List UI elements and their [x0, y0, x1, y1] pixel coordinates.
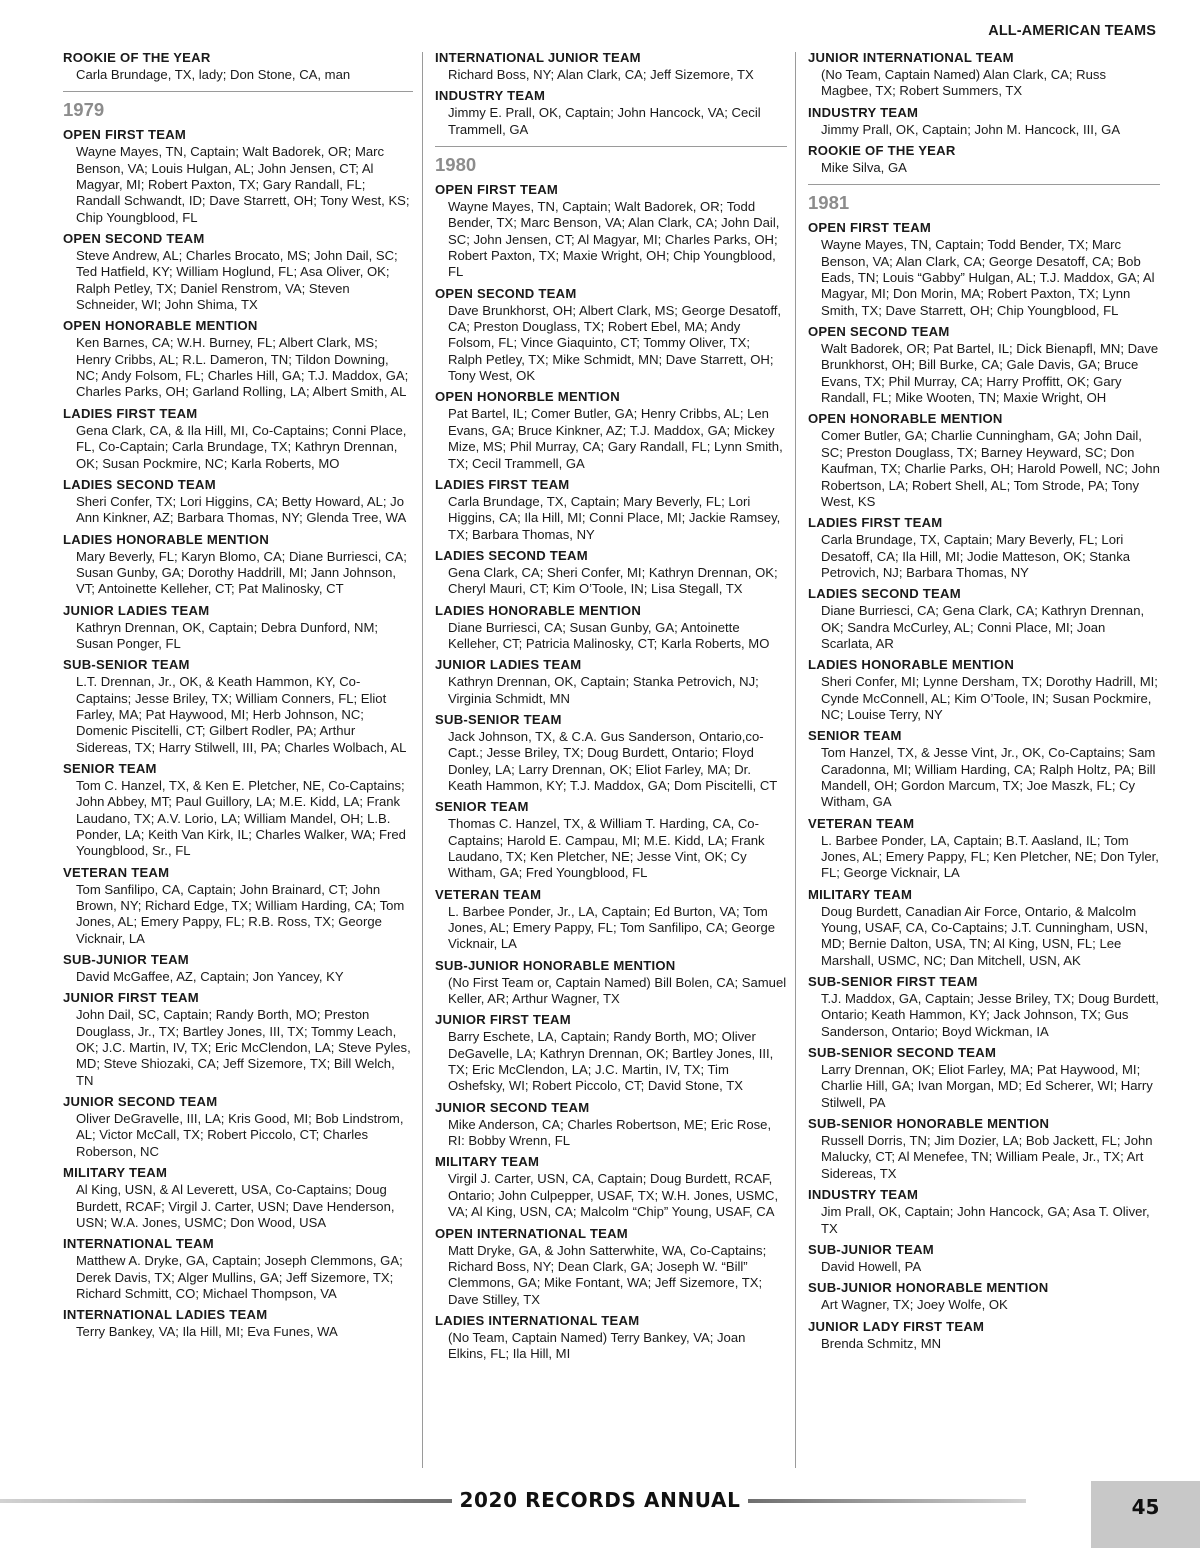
team-title: JUNIOR LADIES TEAM [435, 657, 582, 673]
column-1 [63, 50, 413, 1468]
team-section [808, 1187, 1160, 1237]
team-title: LADIES FIRST TEAM [63, 405, 198, 421]
team-section [63, 952, 413, 985]
team-title: JUNIOR LADY FIRST TEAM [808, 1318, 985, 1334]
team-title: JUNIOR FIRST TEAM [63, 990, 199, 1006]
team-section [63, 865, 413, 947]
year-heading: 1980 [435, 146, 787, 176]
team-members: (No Team, Captain Named) Alan Clark, CA; Russ Magbee, TX; Robert Summers, TX [821, 67, 1107, 99]
team-section [435, 712, 787, 794]
team-section [63, 1165, 413, 1231]
team-members: David McGaffee, AZ, Captain; Jon Yancey, KY [76, 969, 344, 985]
team-members: Carla Brundage, TX, Captain; Mary Beverly, FL; Lori Desatoff, CA; Ila Hill, MI; Jodie Matteson, OK; Stanka Petrovich, NJ; Barbara Thomas, NY [821, 532, 1131, 580]
team-members: Steve Andrew, AL; Charles Brocato, MS; John Dail, SC; Ted Hatfield, KY; William Hoglund, FL; Asa Oliver, OK; Ralph Petley, TX; Daniel Renstrom, VA; Steven Schneider, WI; John Shima, TX [76, 248, 398, 313]
team-members: Diane Burriesci, CA; Gena Clark, CA; Kathryn Drennan, OK; Sandra McCurley, AL; Conni Place, MI; Joan Scarlata, AR [821, 603, 1145, 651]
team-members: Walt Badorek, OR; Pat Bartel, IL; Dick Bienapfl, MN; Dave Brunkhorst, OH; Bill Burke, CA; Gale Davis, GA; Bruce Evans, TX; Phil Murray, CA; Harry Proffitt, OK; Gary Randall, FL; Mike Wooten, TN; Maxie Wright, OH [821, 341, 1159, 406]
team-section [435, 286, 787, 385]
footer-rule-left [0, 1499, 452, 1503]
year-heading: 1981 [808, 184, 1160, 214]
team-section [808, 728, 1160, 810]
team-title: SENIOR TEAM [435, 799, 529, 815]
team-members: Wayne Mayes, TN, Captain; Todd Bender, TX; Marc Benson, VA; Alan Clark, CA; George Desatoff, CA; Bob Eads, TN; Louis “Gabby” Hulgan, AL; T.J. Maddox, GA; Al Magyar, MI; Don Morin, MA; Robert Paxton, TX; Lynn Smith, TX; Dave Starrett, OH; Chip Youngblood, FL [821, 237, 1155, 318]
team-title: SUB-SENIOR SECOND TEAM [808, 1045, 997, 1061]
team-members: (No Team, Captain Named) Terry Bankey, VA; Joan Elkins, FL; Ila Hill, MI [448, 1329, 746, 1362]
team-title: OPEN HONORABLE MENTION [63, 318, 258, 334]
team-members: T.J. Maddox, GA, Captain; Jesse Briley, TX; Doug Burdett, Ontario; Keath Hammon, KY; Jack Johnson, TX; Gus Sanderson, Ontario; Boyd Wickman, IA [821, 991, 1159, 1039]
team-title: LADIES HONORABLE MENTION [808, 657, 1015, 673]
team-section [808, 816, 1160, 882]
team-members: Kathryn Drennan, OK, Captain; Debra Dunford, NM; Susan Ponger, FL [76, 619, 379, 651]
team-title: SENIOR TEAM [808, 728, 902, 744]
team-members: Dave Brunkhorst, OH; Albert Clark, MS; George Desatoff, CA; Preston Douglass, TX; Robert Ebel, MA; Andy Folsom, FL; Vince Giaquinto, CT; Tommy Oliver, TX; Ralph Petley, TX; Mike Schmidt, MN; Dave Starrett, OH; Tony West, OK [448, 302, 782, 384]
team-members: Pat Bartel, IL; Comer Butler, GA; Henry Cribbs, AL; Len Evans, GA; Bruce Kinkner, AZ; T.J. Maddox, GA; Mickey Mize, MS; Phil Murray, CA; Gary Randall, FL; Lynn Smith, TX; Cecil Trammell, GA [448, 406, 783, 471]
team-members: Wayne Mayes, TN, Captain; Walt Badorek, OR; Todd Bender, TX; Marc Benson, VA; Alan Clark, CA; John Dail, SC; John Jensen, CT; Al Magyar, MI; Charles Parks, OH; Robert Paxton, TX; Maxie Wright, OH; Chip Youngblood, FL [448, 199, 780, 280]
team-members: L. Barbee Ponder, Jr., LA, Captain; Ed Burton, VA; Tom Jones, AL; Emery Pappy, FL; Tom Sanfilipo, CA; George Vicknair, LA [448, 903, 776, 952]
team-section [808, 1242, 1160, 1275]
team-section [63, 231, 413, 313]
team-members: Art Wagner, TX; Joey Wolfe, OK [821, 1297, 1008, 1313]
team-section [435, 657, 787, 707]
team-section [808, 220, 1160, 319]
team-members: Jimmy E. Prall, OK, Captain; John Hancock, VA; Cecil Trammell, GA [448, 105, 761, 137]
team-title: JUNIOR SECOND TEAM [435, 1099, 590, 1115]
team-title: LADIES SECOND TEAM [435, 547, 588, 563]
team-members: Tom Hanzel, TX, & Jesse Vint, Jr., OK, Co-Captains; Sam Caradonna, MI; William Harding, CA; Ralph Holtz, PA; Bill Mandell, OH; Gordon Marcum, TX; Joe Maszk, FL; Cy Witham, GA [821, 745, 1156, 810]
team-title: JUNIOR SECOND TEAM [63, 1094, 218, 1110]
team-members: Kathryn Drennan, OK, Captain; Stanka Petrovich, NJ; Virginia Schmidt, MN [448, 674, 759, 706]
team-members: Virgil J. Carter, USN, CA, Captain; Doug Burdett, RCAF, Ontario; John Culpepper, USAF, TX; W.H. Jones, USMC, VA; Al King, USN, CA; Malcolm “Chip” Young, USAF, CA [448, 1171, 779, 1220]
team-section [808, 1045, 1160, 1111]
team-members: Gena Clark, CA; Sheri Confer, MI; Kathryn Drennan, OK; Cheryl Mauri, CT; Kim O’Toole, IN; Lisa Stegall, TX [448, 564, 778, 597]
column-divider [422, 52, 423, 1468]
team-title: OPEN FIRST TEAM [63, 127, 187, 143]
team-section [435, 1100, 787, 1150]
team-title: LADIES FIRST TEAM [808, 515, 943, 531]
team-title: INTERNATIONAL JUNIOR TEAM [435, 50, 641, 65]
team-section [63, 1094, 413, 1160]
team-title: SENIOR TEAM [63, 760, 157, 776]
team-title: JUNIOR INTERNATIONAL TEAM [808, 50, 1014, 65]
team-members: Doug Burdett, Canadian Air Force, Ontario, & Malcolm Young, USAF, CA, Co-Captains; J.T. Cunningham, USN, MD; Bernie Dalton, USA, TN; Al King, USN, FL; Lee Marshall, USMC, NC; Dan Mitchell, USN, AK [821, 903, 1149, 968]
team-section [808, 1280, 1160, 1313]
team-members: Comer Butler, GA; Charlie Cunningham, GA; John Dail, SC; Preston Douglass, TX; Barney Heyward, SC; Don Kaufman, TX; Charlie Parks, OH; Harold Powell, NC; John Robertson, LA; Robert Shell, AL; Tom Strode, PA; Tony West, KS [821, 428, 1160, 509]
team-section [63, 990, 413, 1089]
team-title: OPEN HONORBLE MENTION [435, 389, 620, 405]
page-number: 45 [1131, 1495, 1160, 1519]
team-title: ROOKIE OF THE YEAR [63, 50, 211, 65]
team-members: Jim Prall, OK, Captain; John Hancock, GA; Asa T. Oliver, TX [821, 1204, 1150, 1236]
team-section [63, 50, 413, 83]
team-section [808, 1116, 1160, 1182]
team-title: SUB-JUNIOR TEAM [63, 952, 189, 968]
team-members: Richard Boss, NY; Alan Clark, CA; Jeff Sizemore, TX [448, 67, 754, 82]
team-title: SUB-JUNIOR HONORABLE MENTION [435, 957, 676, 973]
team-members: Oliver DeGravelle, III, LA; Kris Good, MI; Bob Lindstrom, AL; Victor McCall, TX; Robert Piccolo, CT; Charles Roberson, NC [76, 1111, 404, 1159]
team-members: Ken Barnes, CA; W.H. Burney, FL; Albert Clark, MS; Henry Cribbs, AL; R.L. Dameron, TN; Tildon Downing, NC; Andy Folsom, FL; Charles Hill, GA; T.J. Maddox, GA; Charles Parks, OH; Garland Rolling, LA; Albert Smith, AL [76, 335, 409, 400]
team-title: JUNIOR FIRST TEAM [435, 1012, 571, 1028]
team-members: Matt Dryke, GA, & John Satterwhite, WA, Co-Captains; Richard Boss, NY; Dean Clark, GA; Joseph W. “Bill” Clemmons, GA; Mike Fontant, WA; Jeff Sizemore, TX; Dave Stilley, TX [448, 1242, 767, 1307]
team-members: L.T. Drennan, Jr., OK, & Keath Hammon, KY, Co-Captains; Jesse Briley, TX; William Conners, FL; Eliot Farley, MA; Pat Haywood, MI; Herb Johnson, NC; Domenic Piscitelli, CT; Gilbert Rodler, PA; Arthur Sidereas, TX; Harry Stilwell, III, PA; Charles Wolbach, AL [76, 674, 407, 755]
team-section [435, 958, 787, 1008]
team-members: Thomas C. Hanzel, TX, & William T. Harding, CA, Co-Captains; Harold E. Campau, MI; M.E. Kidd, LA; Frank Laudano, TX; Ken Pletcher, NE; Jesse Vint, OK; Cy Witham, GA; Fred Youngblood, FL [448, 816, 765, 881]
team-section [808, 515, 1160, 581]
team-section [63, 532, 413, 598]
team-members: Carla Brundage, TX, lady; Don Stone, CA, man [76, 67, 351, 82]
team-section [435, 1154, 787, 1220]
team-section [808, 1319, 1160, 1352]
team-members: (No First Team or, Captain Named) Bill Bolen, CA; Samuel Keller, AR; Arthur Wagner, TX [448, 974, 787, 1007]
team-section [63, 477, 413, 527]
team-section [435, 603, 787, 653]
team-members: David Howell, PA [821, 1258, 922, 1274]
team-members: Jack Johnson, TX, & C.A. Gus Sanderson, Ontario,co-Capt.; Jesse Briley, TX; Doug Burdett, Ontario; Floyd Donley, LA; Larry Drennan, OK; Eliot Farley, MA; Dr. Keath Hammon, KY; T.J. Maddox, GA; Dom Piscitelli, CT [448, 728, 778, 793]
team-section [435, 1226, 787, 1308]
team-section [808, 887, 1160, 969]
year-heading: 1979 [63, 91, 413, 121]
team-title: LADIES SECOND TEAM [808, 586, 961, 602]
team-title: INTERNATIONAL TEAM [63, 1236, 214, 1252]
team-title: SUB-JUNIOR TEAM [808, 1241, 934, 1257]
team-section [435, 887, 787, 953]
team-title: MILITARY TEAM [63, 1165, 168, 1181]
team-title: OPEN HONORABLE MENTION [808, 411, 1003, 427]
team-section [435, 50, 787, 83]
team-members: Jimmy Prall, OK, Captain; John M. Hancock, III, GA [821, 121, 1121, 137]
team-title: LADIES HONORABLE MENTION [63, 531, 270, 547]
team-section [435, 1313, 787, 1363]
team-section [63, 603, 413, 653]
team-section [808, 974, 1160, 1040]
team-members: Tom C. Hanzel, TX, & Ken E. Pletcher, NE, Co-Captains; John Abbey, MT; Paul Guillory, LA; M.E. Kidd, LA; Frank Laudano, TX; A.V. Lorio, LA; William Mandel, OH; L.B. Ponder, LA; Keith Van Kirk, IL; Charles Walker, WA; Fred Youngblood, Sr., FL [76, 777, 406, 859]
team-section [63, 1307, 413, 1340]
team-title: OPEN FIRST TEAM [435, 182, 559, 198]
team-members: Mary Beverly, FL; Karyn Blomo, CA; Diane Burriesci, CA; Susan Gunby, GA; Dorothy Haddrill, MI; Jann Johnson, VT; Antoinette Kelleher, CT; Pat Malinosky, CT [76, 548, 407, 597]
team-section [435, 799, 787, 881]
team-members: Sheri Confer, TX; Lori Higgins, CA; Betty Howard, AL; Jo Ann Kinkner, AZ; Barbara Thomas, NY; Glenda Tree, WA [76, 493, 407, 526]
team-title: JUNIOR LADIES TEAM [63, 602, 210, 618]
team-members: Barry Eschete, LA, Captain; Randy Borth, MO; Oliver DeGavelle, LA; Kathryn Drennan, OK; Bartley Jones, III, TX; Eric McClendon, LA; J.C. Martin, IV, TX; Tim Oshefsky, WI; Robert Piccolo, CT; David Stone, TX [448, 1029, 774, 1094]
team-section [808, 324, 1160, 406]
team-members: Carla Brundage, TX, Captain; Mary Beverly, FL; Lori Higgins, CA; Ila Hill, MI; Conni Place, MI; Jackie Ramsey, TX; Barbara Thomas, NY [448, 493, 781, 542]
team-members: Sheri Confer, MI; Lynne Dersham, TX; Dorothy Hadrill, MI; Cynde McConnell, AL; Kim O’Toole, IN; Susan Pockmire, NC; Louise Terry, NY [821, 674, 1158, 722]
team-title: OPEN FIRST TEAM [808, 220, 932, 236]
team-title: LADIES SECOND TEAM [63, 476, 216, 492]
team-title: SUB-SENIOR TEAM [63, 657, 190, 673]
team-section [435, 88, 787, 138]
team-section [435, 389, 787, 471]
team-section [63, 318, 413, 400]
team-title: MILITARY TEAM [435, 1154, 540, 1170]
team-members: Mike Anderson, CA; Charles Robertson, ME; Eric Rose, RI: Bobby Wrenn, FL [448, 1116, 772, 1149]
team-title: INDUSTRY TEAM [808, 1187, 919, 1203]
running-header: ALL-AMERICAN TEAMS [988, 23, 1156, 39]
team-title: VETERAN TEAM [63, 864, 170, 880]
team-title: INDUSTRY TEAM [435, 88, 546, 104]
team-section [808, 657, 1160, 723]
team-title: VETERAN TEAM [808, 815, 915, 831]
team-members: Wayne Mayes, TN, Captain; Walt Badorek, OR; Marc Benson, VA; Louis Hulgan, AL; John Jensen, CT; Al Magyar, MI; Robert Paxton, TX; Gary Randall, FL; Randall Schwandt, ID; Dave Starrett, OH; Tony West, KS; Chip Youngblood, FL [76, 144, 410, 225]
team-title: SUB-JUNIOR HONORABLE MENTION [808, 1280, 1049, 1296]
team-members: Tom Sanfilipo, CA, Captain; John Brainard, CT; John Brown, NY; Richard Edge, TX; William Harding, CA; Tom Jones, AL; Emery Pappy, FL; R.B. Ross, TX; George Vicknair, LA [76, 881, 405, 946]
team-title: MILITARY TEAM [808, 886, 913, 902]
team-title: OPEN SECOND TEAM [435, 285, 577, 301]
column-divider [795, 52, 796, 1468]
team-section [435, 548, 787, 598]
team-section [63, 1236, 413, 1302]
team-section [63, 127, 413, 226]
team-members: Russell Dorris, TN; Jim Dozier, LA; Bob Jackett, FL; John Malucky, CT; Al Menefee, TN; William Peale, Jr., TX; Art Sidereas, TX [821, 1133, 1153, 1181]
team-title: LADIES HONORABLE MENTION [435, 602, 642, 618]
team-section [435, 1012, 787, 1094]
team-members: Gena Clark, CA, & Ila Hill, MI, Co-Captains; Conni Place, FL, Co-Captain; Carla Brundage, TX; Kathryn Drennan, OK; Susan Pockmire, NC; Karla Roberts, MO [76, 422, 407, 471]
team-section [63, 406, 413, 472]
team-members: Matthew A. Dryke, GA, Captain; Joseph Clemmons, GA; Derek Davis, TX; Alger Mullins, GA; Jeff Sizemore, TX; Richard Schmitt, CO; Michael Thompson, VA [76, 1253, 403, 1301]
team-title: LADIES INTERNATIONAL TEAM [435, 1312, 640, 1328]
team-section [808, 143, 1160, 176]
team-section [808, 105, 1160, 138]
team-members: Al King, USN, & Al Leverett, USA, Co-Captains; Doug Burdett, RCAF; Virgil J. Carter, USN; Dave Henderson, USN; W.A. Jones, USMC; Don Wood, USA [76, 1182, 395, 1230]
team-title: OPEN INTERNATIONAL TEAM [435, 1225, 628, 1241]
team-title: VETERAN TEAM [435, 886, 542, 902]
team-title: LADIES FIRST TEAM [435, 476, 570, 492]
team-title: OPEN SECOND TEAM [808, 324, 950, 340]
footer-publication-title: 2020 RECORDS ANNUAL [459, 1488, 741, 1512]
team-section [435, 182, 787, 281]
team-title: SUB-SENIOR HONORABLE MENTION [808, 1116, 1050, 1132]
team-section [63, 657, 413, 756]
team-section [63, 761, 413, 860]
team-title: SUB-SENIOR TEAM [435, 711, 562, 727]
team-members: Larry Drennan, OK; Eliot Farley, MA; Pat Haywood, MI; Charlie Hill, GA; Ivan Morgan, MD; Ed Scherer, WI; Harry Stilwell, PA [821, 1062, 1153, 1110]
team-members: L. Barbee Ponder, LA, Captain; B.T. Aasland, IL; Tom Jones, AL; Emery Pappy, FL; Ken Pletcher, NE; Don Tyler, FL; George Vicknair, LA [821, 832, 1159, 881]
team-members: Diane Burriesci, CA; Susan Gunby, GA; Antoinette Kelleher, CT; Patricia Malinosky, CT; Karla Roberts, MO [448, 619, 770, 651]
team-members: Brenda Schmitz, MN [821, 1335, 942, 1351]
team-section [435, 477, 787, 543]
team-title: OPEN SECOND TEAM [63, 231, 205, 247]
footer-rule-right [748, 1499, 1026, 1503]
team-section [808, 50, 1160, 100]
team-section [808, 586, 1160, 652]
team-members: John Dail, SC, Captain; Randy Borth, MO; Preston Douglass, Jr., TX; Bartley Jones, III, TX; Tommy Leach, OK; J.C. Martin, IV, TX; Eric McClendon, LA; Steve Pyles, MD; Steve Shiozaki, CA; Jeff Sizemore, TX; Bill Welch, TN [76, 1007, 411, 1088]
team-title: SUB-SENIOR FIRST TEAM [808, 974, 978, 990]
team-members: Terry Bankey, VA; Ila Hill, MI; Eva Funes, WA [76, 1324, 338, 1340]
page-number-box [1091, 1481, 1200, 1548]
team-title: INDUSTRY TEAM [808, 104, 919, 120]
team-title: INTERNATIONAL LADIES TEAM [63, 1307, 268, 1323]
column-3 [808, 50, 1160, 1468]
team-members: Mike Silva, GA [821, 160, 907, 176]
team-title: ROOKIE OF THE YEAR [808, 143, 956, 159]
team-section [808, 411, 1160, 510]
column-2 [435, 50, 787, 1468]
